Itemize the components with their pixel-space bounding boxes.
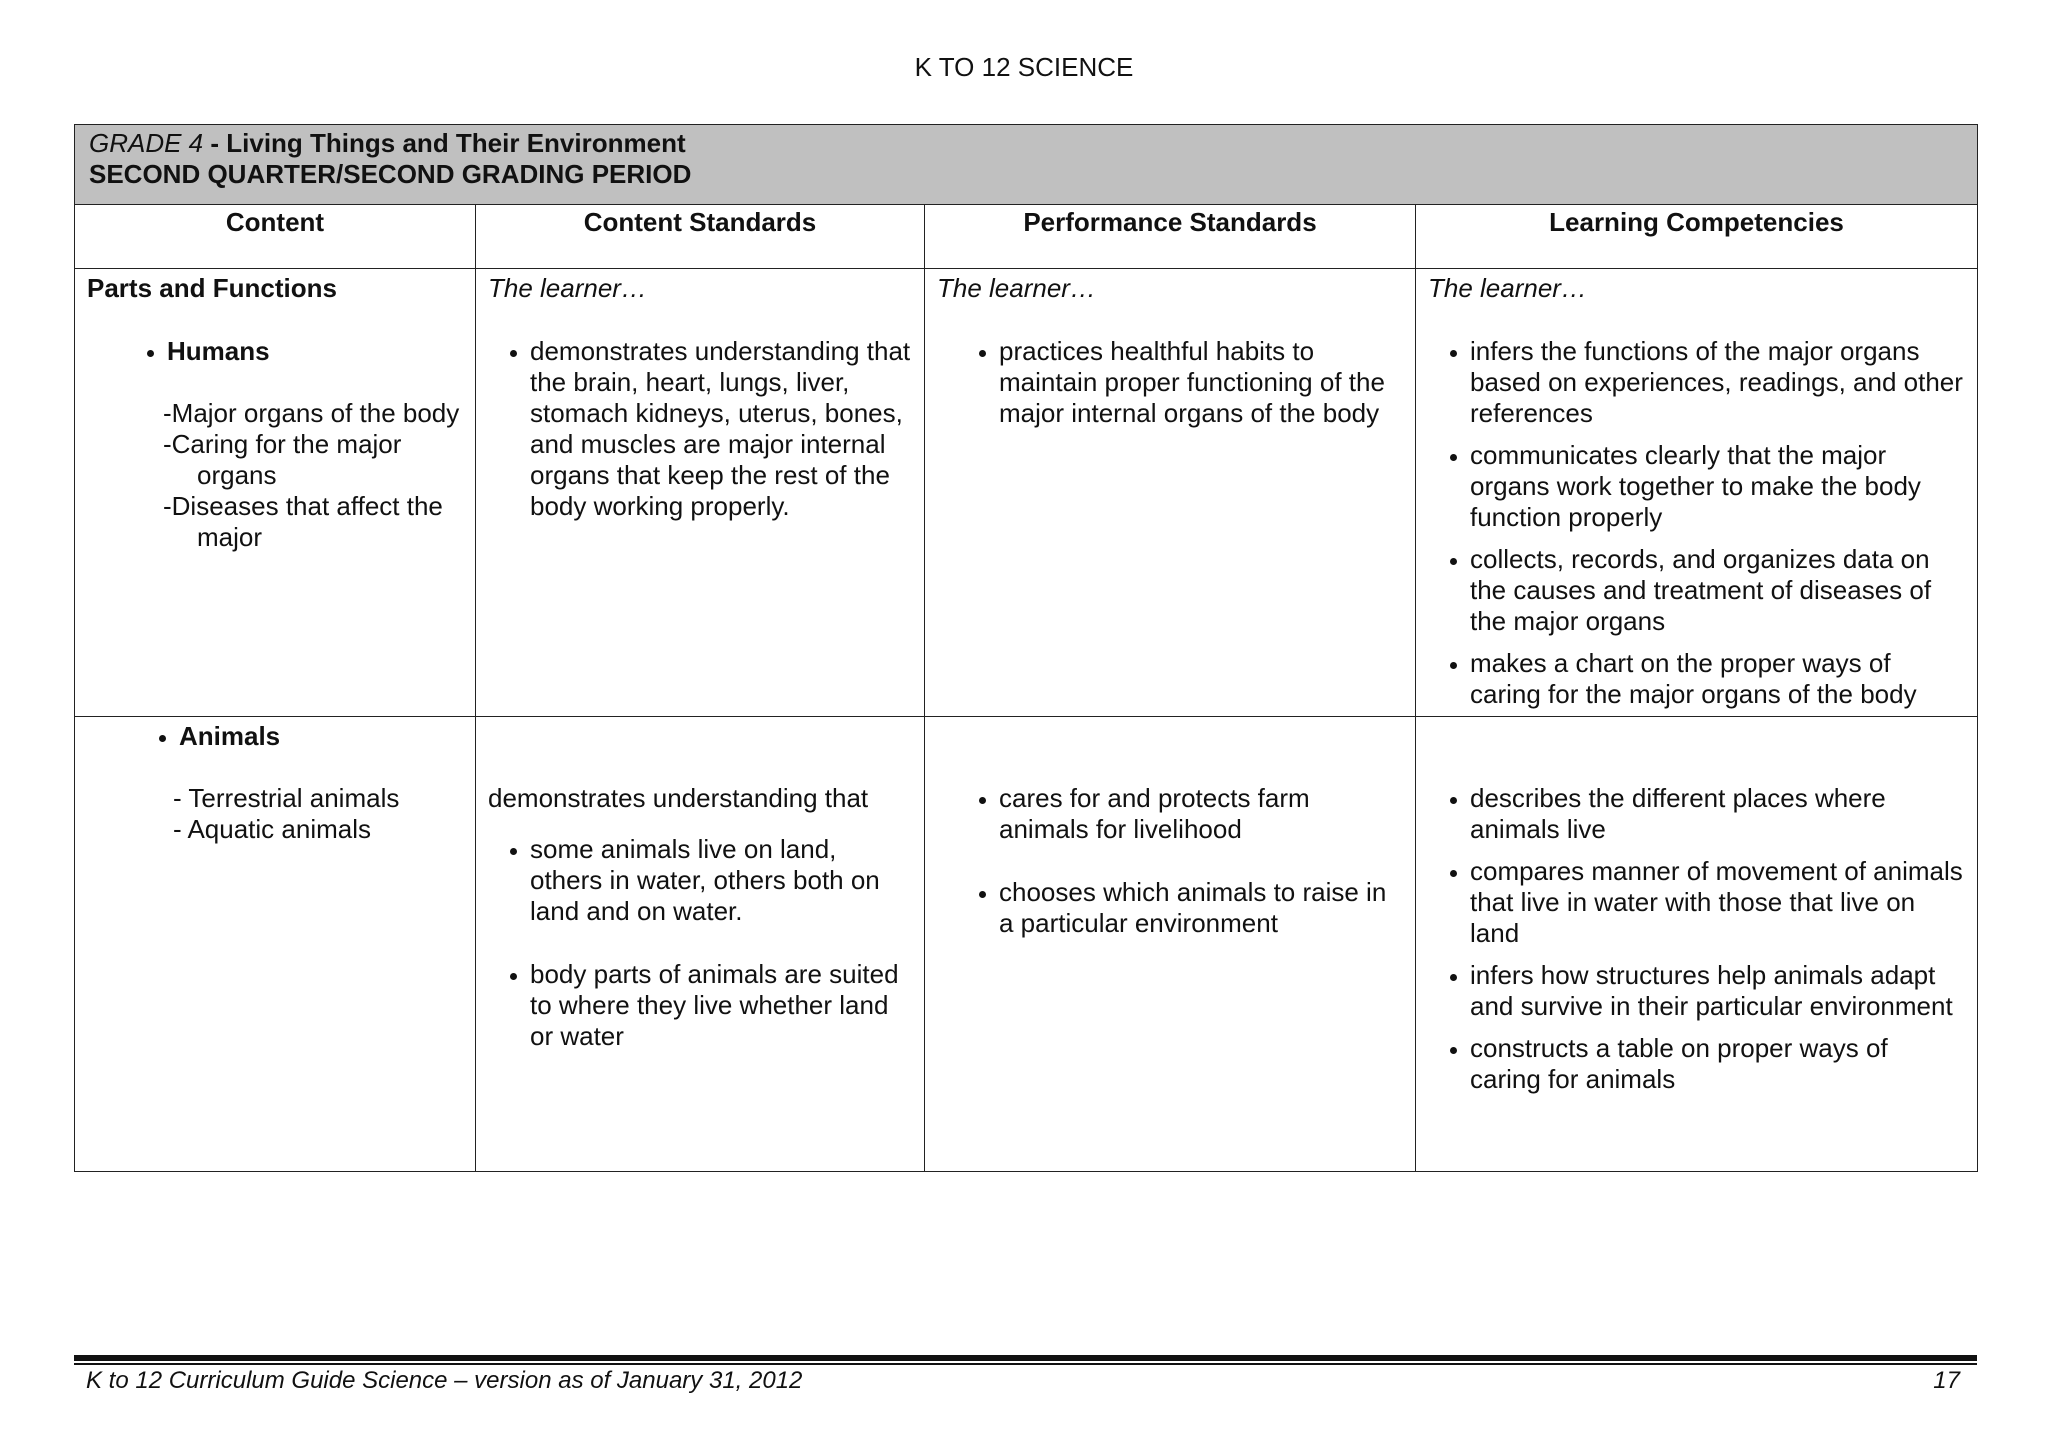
content-standards-list: [488, 834, 912, 1052]
content-standards-cell: [476, 269, 925, 717]
column-header-content-standards: Content Standards: [476, 205, 925, 269]
competency-item: • infers how structures help animals adapt and survive in their particular environment: [1470, 960, 1965, 1022]
column-header-content: Content: [75, 205, 476, 269]
competency-item: • compares manner of movement of animals that live in water with those that live on land: [1470, 856, 1965, 949]
performance-standards-list: [937, 336, 1403, 429]
content-subtopic: - Terrestrial animals: [173, 783, 400, 813]
content-list: [87, 336, 463, 367]
competency-item: • collects, records, and organizes data on the causes and treatment of diseases of the major organs: [1470, 544, 1965, 637]
table-title-row: [75, 125, 1978, 205]
learning-competencies-cell: [1416, 717, 1978, 1172]
performance-standards-cell: [925, 717, 1416, 1172]
learner-intro: The learner…: [488, 273, 647, 303]
content-subtopic: -Major organs of the body: [163, 398, 460, 428]
content-subtopics: [87, 398, 463, 553]
content-bullet-animals: • Animals: [179, 721, 463, 752]
content-subtopic: -Diseases that affect the major: [163, 491, 443, 552]
content-cell: [75, 269, 476, 717]
content-bullet-humans: • Humans: [167, 336, 463, 367]
content-cell: [75, 717, 476, 1172]
content-heading: Parts and Functions: [87, 273, 337, 303]
learner-intro: The learner…: [937, 273, 1096, 303]
performance-standard-item: • cares for and protects farm animals for livelihood: [999, 783, 1403, 845]
grade-topic: - Living Things and Their Environment: [203, 128, 686, 158]
learning-competencies-cell: [1416, 269, 1978, 717]
footer-document-info: K to 12 Curriculum Guide Science – version as of January 31, 2012: [86, 1367, 803, 1394]
learner-intro: The learner…: [1428, 273, 1587, 303]
competencies-list: [1428, 336, 1965, 710]
competency-item: • constructs a table on proper ways of caring for animals: [1470, 1033, 1965, 1095]
grading-period: SECOND QUARTER/SECOND GRADING PERIOD: [89, 159, 692, 189]
page-header: K TO 12 SCIENCE: [914, 52, 1134, 82]
content-subtopic: -Caring for the major organs: [163, 429, 402, 490]
page-number: 17: [1933, 1367, 1960, 1394]
content-subtopic: - Aquatic animals: [173, 814, 371, 844]
performance-standards-list: [937, 783, 1403, 939]
competency-item: • describes the different places where animals live: [1470, 783, 1965, 845]
performance-standards-cell: [925, 269, 1416, 717]
content-standards-cell: [476, 717, 925, 1172]
competency-item: • makes a chart on the proper ways of caring for the major organs of the body: [1470, 648, 1965, 710]
footer-rule-thin: [74, 1363, 1977, 1365]
competency-item: • communicates clearly that the major organs work together to make the body function properly: [1470, 440, 1965, 533]
content-standard-item: • some animals live on land, others in water, others both on land and on water.: [530, 834, 912, 927]
content-standard-item: • body parts of animals are suited to where they live whether land or water: [530, 959, 912, 1052]
footer-rule-thick: [74, 1355, 1977, 1361]
content-standards-list: [488, 336, 912, 522]
column-header-row: [75, 205, 1978, 269]
column-header-learning-competencies: Learning Competencies: [1416, 205, 1978, 269]
content-standard-item: • demonstrates understanding that the brain, heart, lungs, liver, stomach kidneys, uterus, bones, and muscles are major internal organs that keep the rest of the body working properly.: [530, 336, 912, 522]
performance-standard-item: • practices healthful habits to maintain proper functioning of the major internal organs of the body: [999, 336, 1403, 429]
curriculum-table: [74, 124, 1978, 1172]
standard-intro: demonstrates understanding that: [488, 783, 869, 813]
performance-standard-item: • chooses which animals to raise in a particular environment: [999, 877, 1403, 939]
table-title: [75, 125, 1978, 205]
competency-item: • infers the functions of the major organs based on experiences, readings, and other references: [1470, 336, 1965, 429]
content-subtopics: [87, 783, 463, 845]
grade-label: GRADE 4: [89, 128, 204, 158]
column-header-performance-standards: Performance Standards: [925, 205, 1416, 269]
table-row: [75, 717, 1978, 1172]
competencies-list: [1428, 783, 1965, 1095]
content-list: [87, 721, 463, 752]
table-row: [75, 269, 1978, 717]
